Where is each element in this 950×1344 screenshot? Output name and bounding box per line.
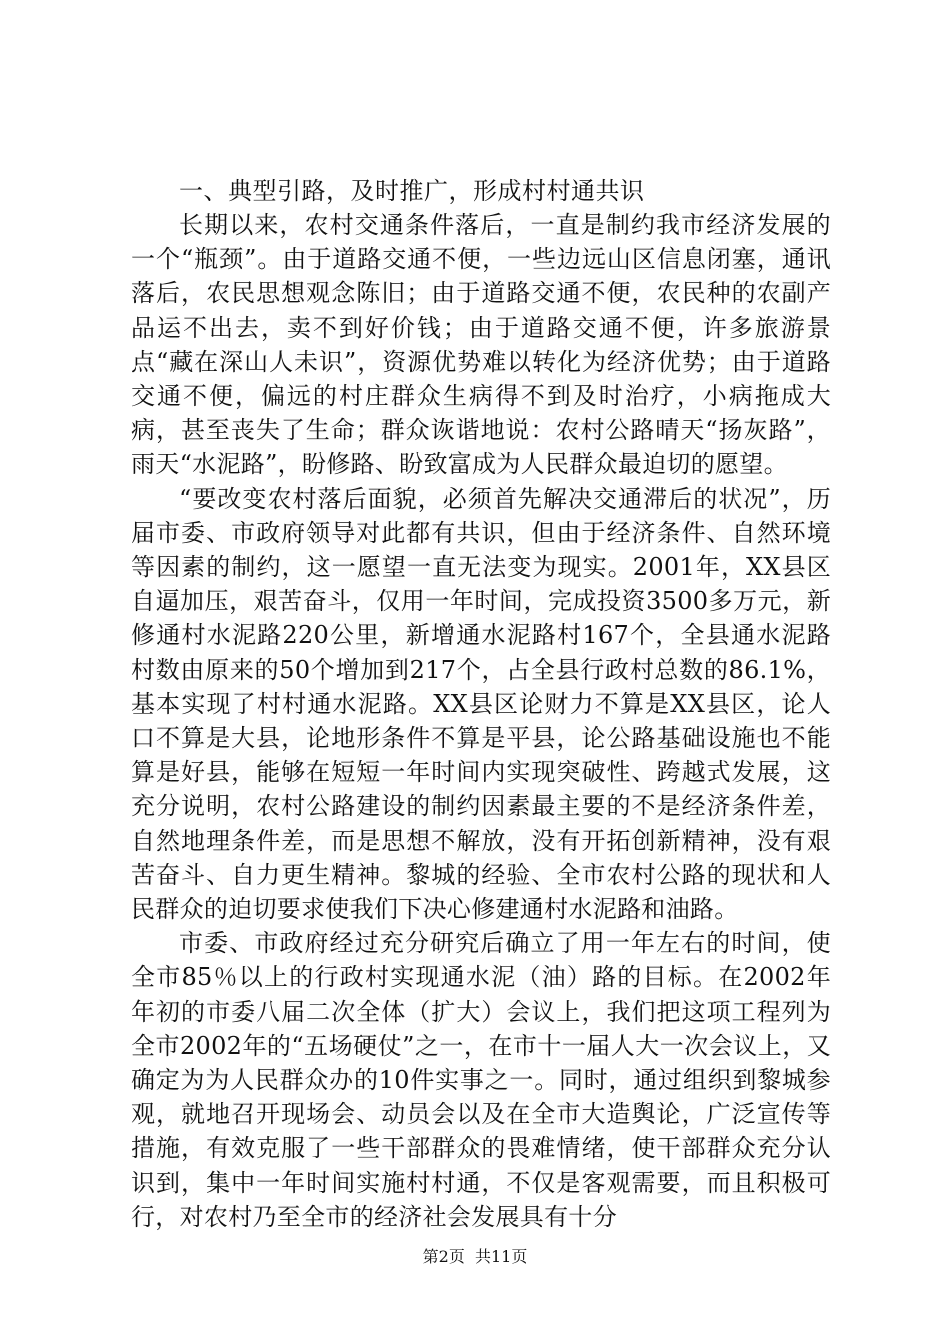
page-footer bbox=[0, 1247, 950, 1267]
paragraph-1: 长期以来，农村交通条件落后，一直是制约我市经济发展的一个“瓶颈”。由于道路交通不便，一些边远山区信息闭塞，通讯落后，农民思想观念陈旧；由于道路交通不便，农民种的农副产品运不出去，卖不到好价钱；由于道路交通不便，许多旅游景点“藏在深山人未识”，资源优势难以转化为经济优势；由于道路交通不便，偏远的村庄群众生病得不到及时治疗，小病拖成大病，甚至丧失了生命；群众诙谐地说：农村公路晴天“扬灰路”，雨天“水泥路”，盼修路、盼致富成为人民群众最迫切的愿望。 bbox=[131, 211, 831, 479]
paragraph-2: “要改变农村落后面貌，必须首先解决交通滞后的状况”，历届市委、市政府领导对此都有共识，但由于经济条件、自然环境等因素的制约，这一愿望一直无法变为现实。2001年，XX县区自逼加压，艰苦奋斗，仅用一年时间，完成投资3500多万元，新修通村水泥路220公里，新增通水泥路村167个，全县通水泥路村数由原来的50个增加到217个，占全县行政村总数的86.1%，基本实现了村村通水泥路。XX县区论财力不算是XX县区，论人口不算是大县，论地形条件不算是平县，论公路基础设施也不能算是好县，能够在短短一年时间内实现突破性、跨越式发展，这充分说明，农村公路建设的制约因素最主要的不是经济条件差，自然地理条件差，而是思想不解放，没有开拓创新精神，没有艰苦奋斗、自力更生精神。黎城的经验、全市农村公路的现状和人民群众的迫切要求使我们下决心修建通村水泥路和油路。 bbox=[131, 484, 831, 924]
document-body bbox=[131, 174, 831, 1234]
page-number: 第2页 共11页 bbox=[422, 1247, 528, 1266]
section-heading: 一、典型引路，及时推广，形成村村通共识 bbox=[179, 177, 645, 205]
paragraph-3: 市委、市政府经过充分研究后确立了用一年左右的时间，使全市85％以上的行政村实现通水泥（油）路的目标。在2002年年初的市委八届二次全体（扩大）会议上，我们把这项工程列为全市2002年的“五场硬仗”之一，在市十一届人大一次会议上，又确定为为人民群众办的10件实事之一。同时，通过组织到黎城参观，就地召开现场会、动员会以及在全市大造舆论，广泛宣传等措施，有效克服了一些干部群众的畏难情绪，使干部群众充分认识到，集中一年时间实施村村通，不仅是客观需要，而且积极可行，对农村乃至全市的经济社会发展具有十分 bbox=[131, 929, 831, 1231]
